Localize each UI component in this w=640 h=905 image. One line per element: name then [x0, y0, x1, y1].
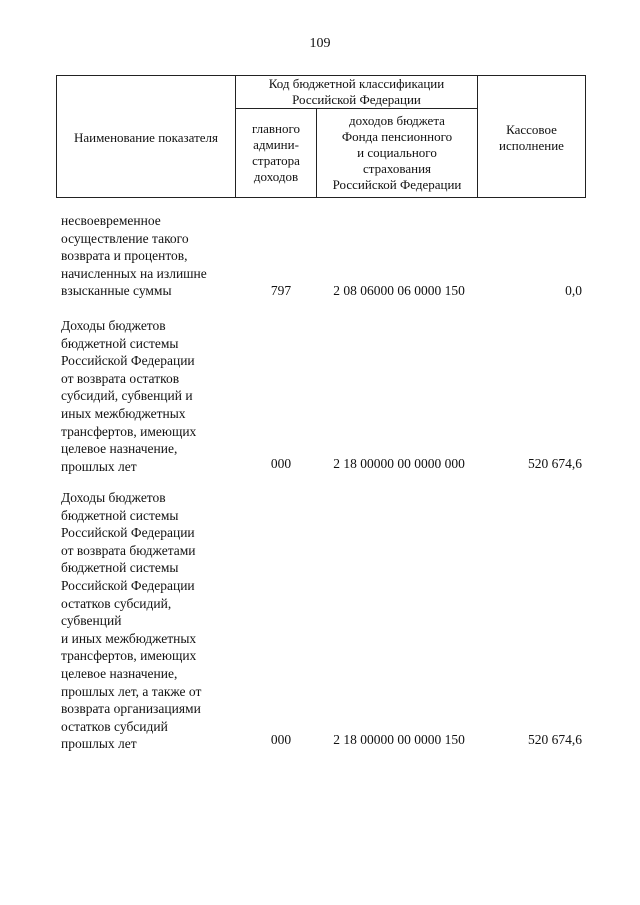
row-name: несвоевременное осуществление такого возврата и процентов, начисленных на излишне взысканные суммы [61, 213, 207, 299]
row-revenue-code: 2 08 06000 06 0000 150 [333, 283, 465, 298]
row-name: Доходы бюджетов бюджетной системы Российской Федерации от возврата остатков субсидий, субвенций и иных межбюджетных трансфертов, имеющих целевое назначение, прошлых лет [61, 318, 197, 474]
row-revenue-code: 2 18 00000 00 0000 000 [333, 456, 465, 471]
row-name: Доходы бюджетов бюджетной системы Российской Федерации от возврата бюджетами бюджетной системы Российской Федерации остатков субсидий, субвенций и иных межбюджетных трансфертов, имеющих целевое назначение, прошлых лет, а также от возврата организациями остатков субсидий прошлых лет [61, 490, 202, 752]
row-admin-code: 000 [270, 456, 292, 471]
header-admin-code-label: главного админи- стратора доходов [251, 121, 301, 184]
row-amount: 520 674,6 [528, 732, 582, 747]
row-admin-code: 797 [270, 283, 292, 298]
row-revenue-code: 2 18 00000 00 0000 150 [333, 732, 465, 747]
row-amount: 520 674,6 [528, 456, 582, 471]
header-execution-label: Кассовое исполнение [499, 122, 564, 153]
page-number: 109 [309, 36, 331, 51]
row-admin-code: 000 [270, 732, 292, 747]
row-amount: 0,0 [565, 283, 582, 298]
header-budget-classification-label: Код бюджетной классификации Российской Федерации [268, 76, 445, 107]
header-revenue-code-label: доходов бюджета Фонда пенсионного и социального страхования Российской Федерации [332, 113, 462, 192]
header-name-label: Наименование показателя [73, 130, 219, 145]
